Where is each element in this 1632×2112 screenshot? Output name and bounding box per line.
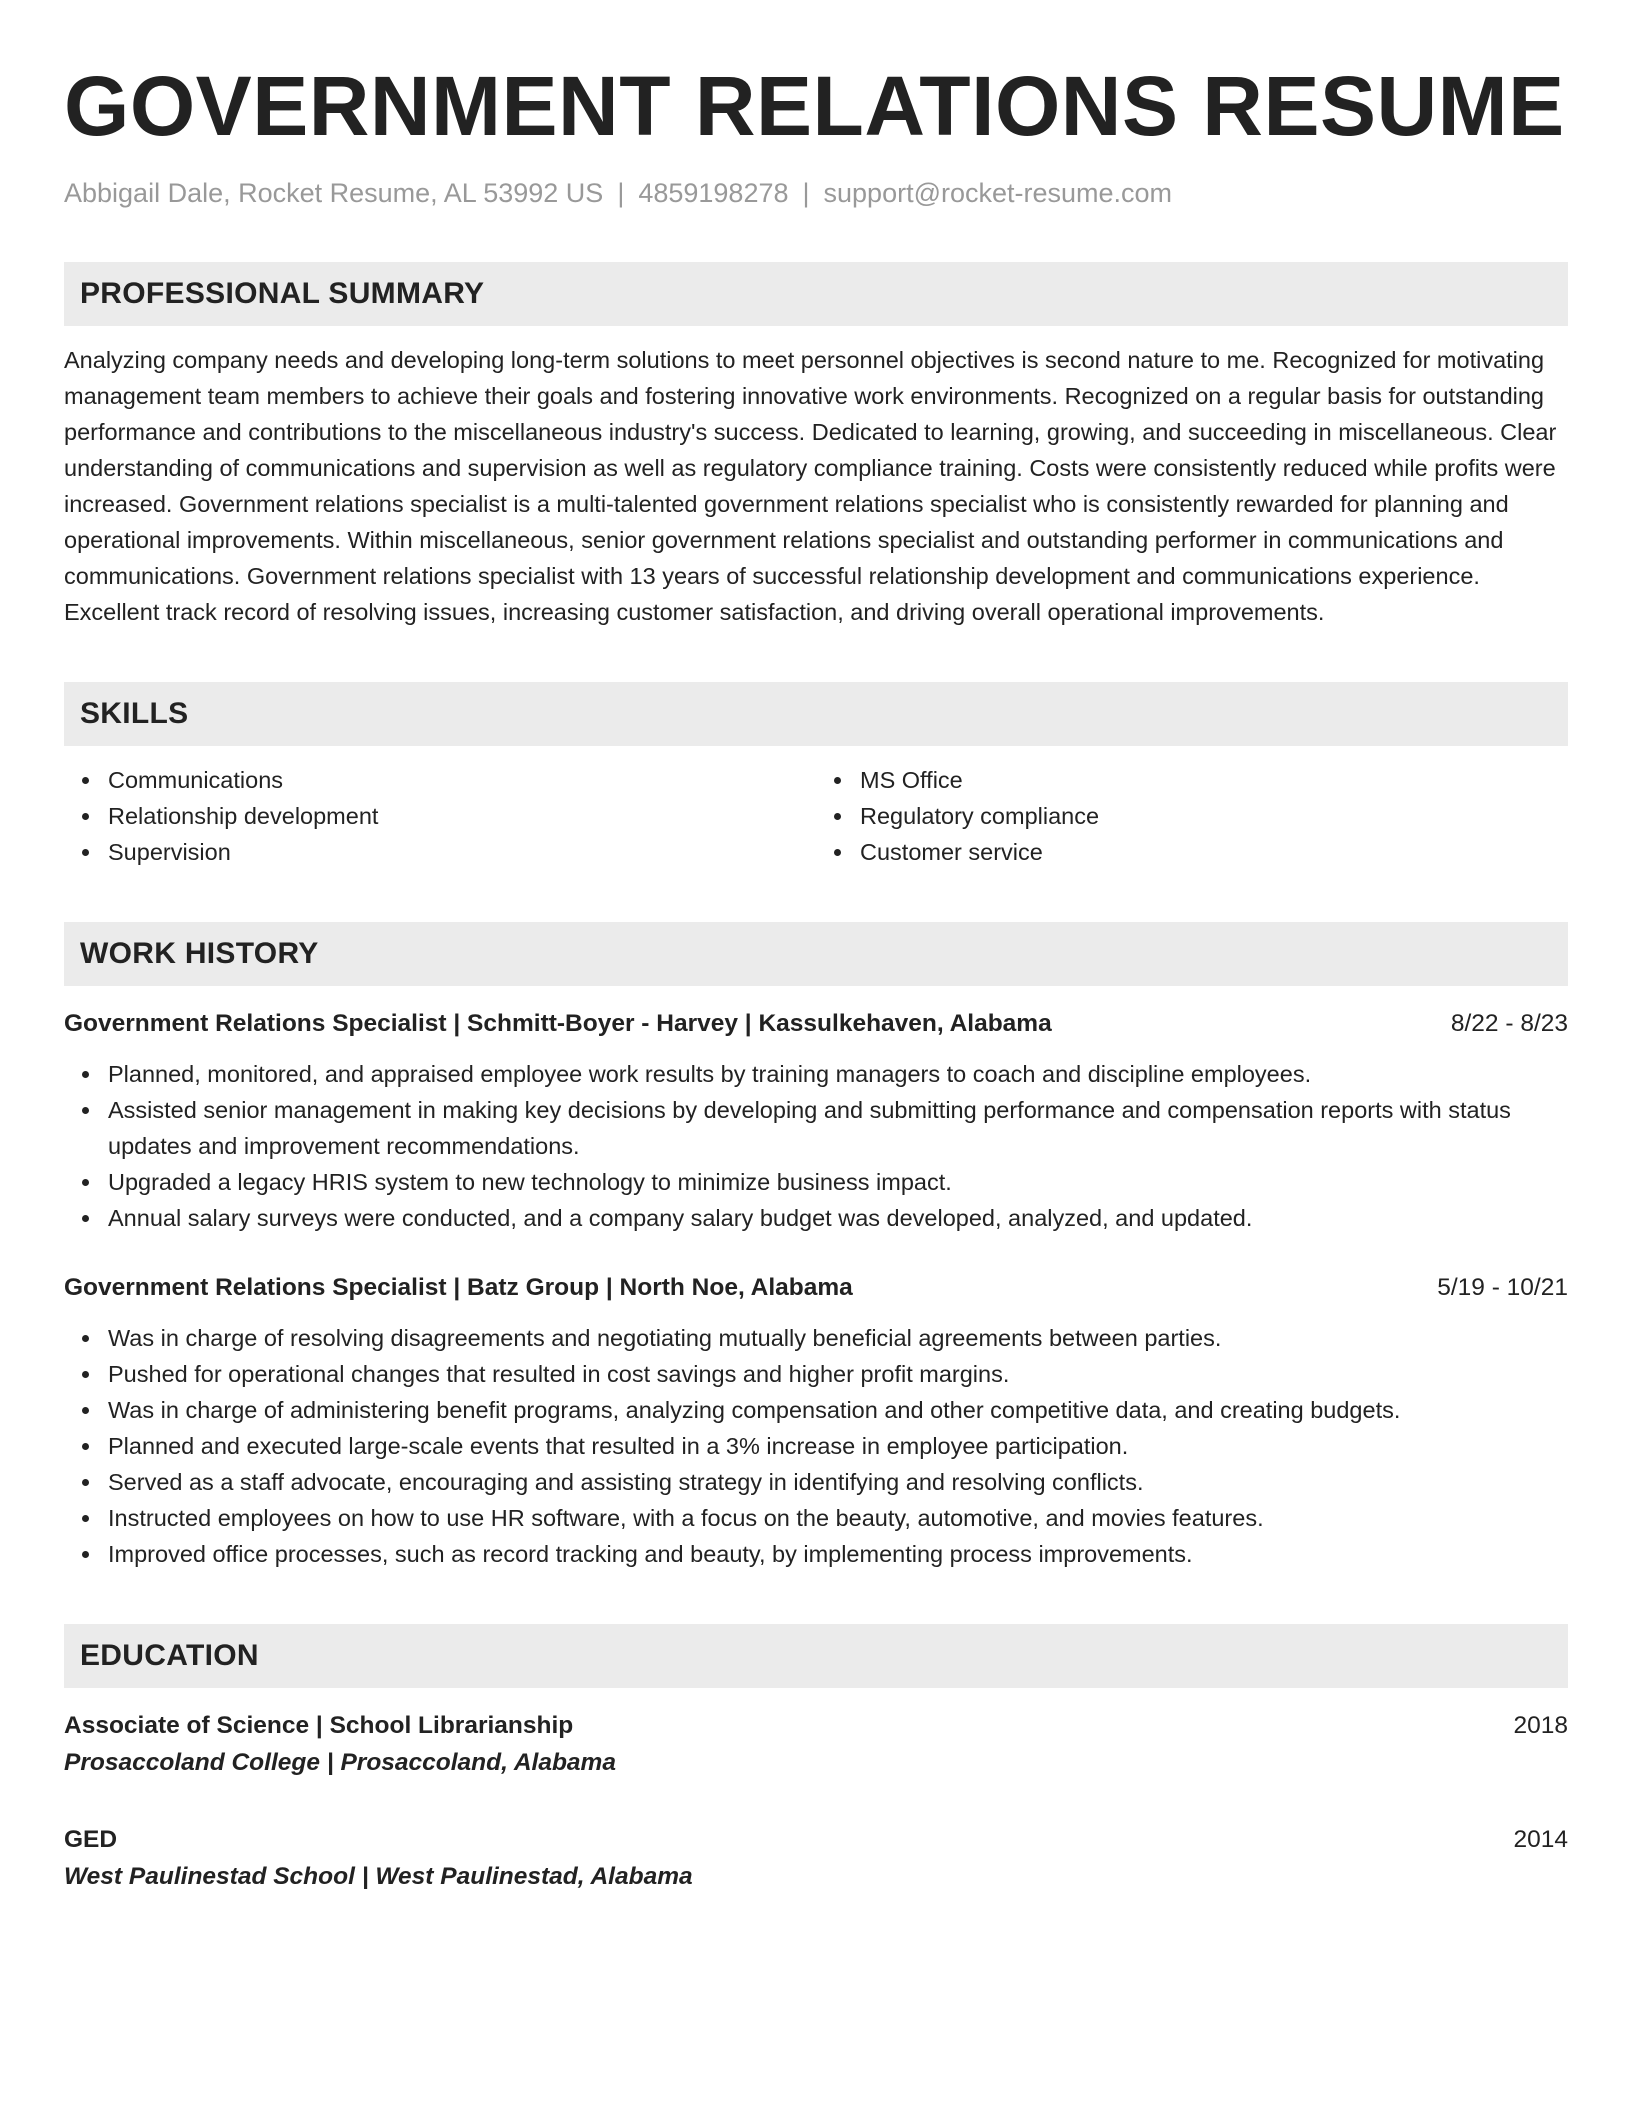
job-header — [64, 1006, 1568, 1042]
education-degree: Associate of Science | School Librarianship — [64, 1712, 574, 1739]
job-bullet: Served as a staff advocate, encouraging and assisting strategy in identifying and resolving conflicts. — [64, 1464, 1568, 1500]
skill-item: MS Office — [816, 762, 1568, 798]
job-bullet: Was in charge of administering benefit programs, analyzing compensation and other competitive data, and creating budgets. — [64, 1392, 1568, 1428]
section-title: WORK HISTORY — [80, 937, 319, 970]
job-bullet: Pushed for operational changes that resulted in cost savings and higher profit margins. — [64, 1356, 1568, 1392]
contact-phone: 4859198278 — [638, 178, 789, 208]
skill-item: Customer service — [816, 834, 1568, 870]
summary-text: Analyzing company needs and developing long-term solutions to meet personnel objectives is second nature to me. Recognized for motivating management team members to achieve their goals and fostering innovative work environments. Recognized on a regular basis for outstanding performance and contributions to the miscellaneous industry's success. Dedicated to learning, growing, and succeeding in miscellaneous. Clear understanding of communications and supervision as well as regulatory compliance training. Costs were consistently reduced while profits were increased. Government relations specialist is a multi-talented government relations specialist who is consistently rewarded for planning and operational improvements. Within miscellaneous, senior government relations specialist and outstanding performer in communications and communications. Government relations specialist with 13 years of successful relationship development and communications experience. Excellent track record of resolving issues, increasing customer satisfaction, and driving overall operational improvements. — [64, 347, 1557, 625]
education-entry — [64, 1708, 1568, 1782]
education-header — [64, 1822, 1568, 1858]
education-header — [64, 1708, 1568, 1744]
section-header-skills — [64, 682, 1568, 746]
section-header-summary — [64, 262, 1568, 326]
section-header-work-history — [64, 922, 1568, 986]
job-header — [64, 1270, 1568, 1306]
contact-email: support@rocket-resume.com — [823, 178, 1173, 208]
job-bullet: Improved office processes, such as record tracking and beauty, by implementing process improvements. — [64, 1536, 1568, 1572]
skill-item: Regulatory compliance — [816, 798, 1568, 834]
job-bullet: Instructed employees on how to use HR software, with a focus on the beauty, automotive, and movies features. — [64, 1500, 1568, 1536]
section-title: PROFESSIONAL SUMMARY — [80, 277, 485, 310]
education-entry — [64, 1822, 1568, 1896]
job-bullets — [64, 1320, 1568, 1572]
education-degree: GED — [64, 1826, 118, 1853]
job-bullets — [64, 1056, 1568, 1236]
contact-separator: | — [802, 178, 810, 208]
job-dates: 8/22 - 8/23 — [1450, 1010, 1568, 1037]
job-bullet: Planned and executed large-scale events that resulted in a 3% increase in employee participation. — [64, 1428, 1568, 1464]
skill-item: Supervision — [64, 834, 816, 870]
skills-list — [64, 762, 1568, 870]
contact-address: Abbigail Dale, Rocket Resume, AL 53992 US — [64, 178, 604, 208]
job-title: Government Relations Specialist | Batz Group | North Noe, Alabama — [64, 1274, 853, 1301]
education-year: 2014 — [1513, 1826, 1568, 1853]
contact-separator: | — [617, 178, 625, 208]
job-entry — [64, 1270, 1568, 1572]
education-school: West Paulinestad School | West Paulinestad, Alabama — [64, 1863, 693, 1890]
job-bullet: Upgraded a legacy HRIS system to new technology to minimize business impact. — [64, 1164, 1568, 1200]
job-bullet: Annual salary surveys were conducted, and a company salary budget was developed, analyzed, and updated. — [64, 1200, 1568, 1236]
skill-item: Relationship development — [64, 798, 816, 834]
job-bullet: Was in charge of resolving disagreements and negotiating mutually beneficial agreements between parties. — [64, 1320, 1568, 1356]
skill-item: Communications — [64, 762, 816, 798]
education-year: 2018 — [1513, 1712, 1568, 1739]
job-title: Government Relations Specialist | Schmitt-Boyer - Harvey | Kassulkehaven, Alabama — [64, 1010, 1052, 1037]
education-school: Prosaccoland College | Prosaccoland, Alabama — [64, 1749, 616, 1776]
job-entry — [64, 1006, 1568, 1236]
section-header-education — [64, 1624, 1568, 1688]
job-bullet: Assisted senior management in making key decisions by developing and submitting performance and compensation reports with status updates and improvement recommendations. — [64, 1092, 1568, 1164]
section-title: SKILLS — [80, 697, 189, 730]
section-title: EDUCATION — [80, 1639, 259, 1672]
contact-line — [64, 176, 1568, 210]
skills-column-right — [816, 762, 1568, 870]
job-bullet: Planned, monitored, and appraised employee work results by training managers to coach and discipline employees. — [64, 1056, 1568, 1092]
resume-title: GOVERNMENT RELATIONS RESUME — [64, 59, 1565, 153]
job-dates: 5/19 - 10/21 — [1437, 1274, 1568, 1301]
skills-column-left — [64, 762, 816, 870]
